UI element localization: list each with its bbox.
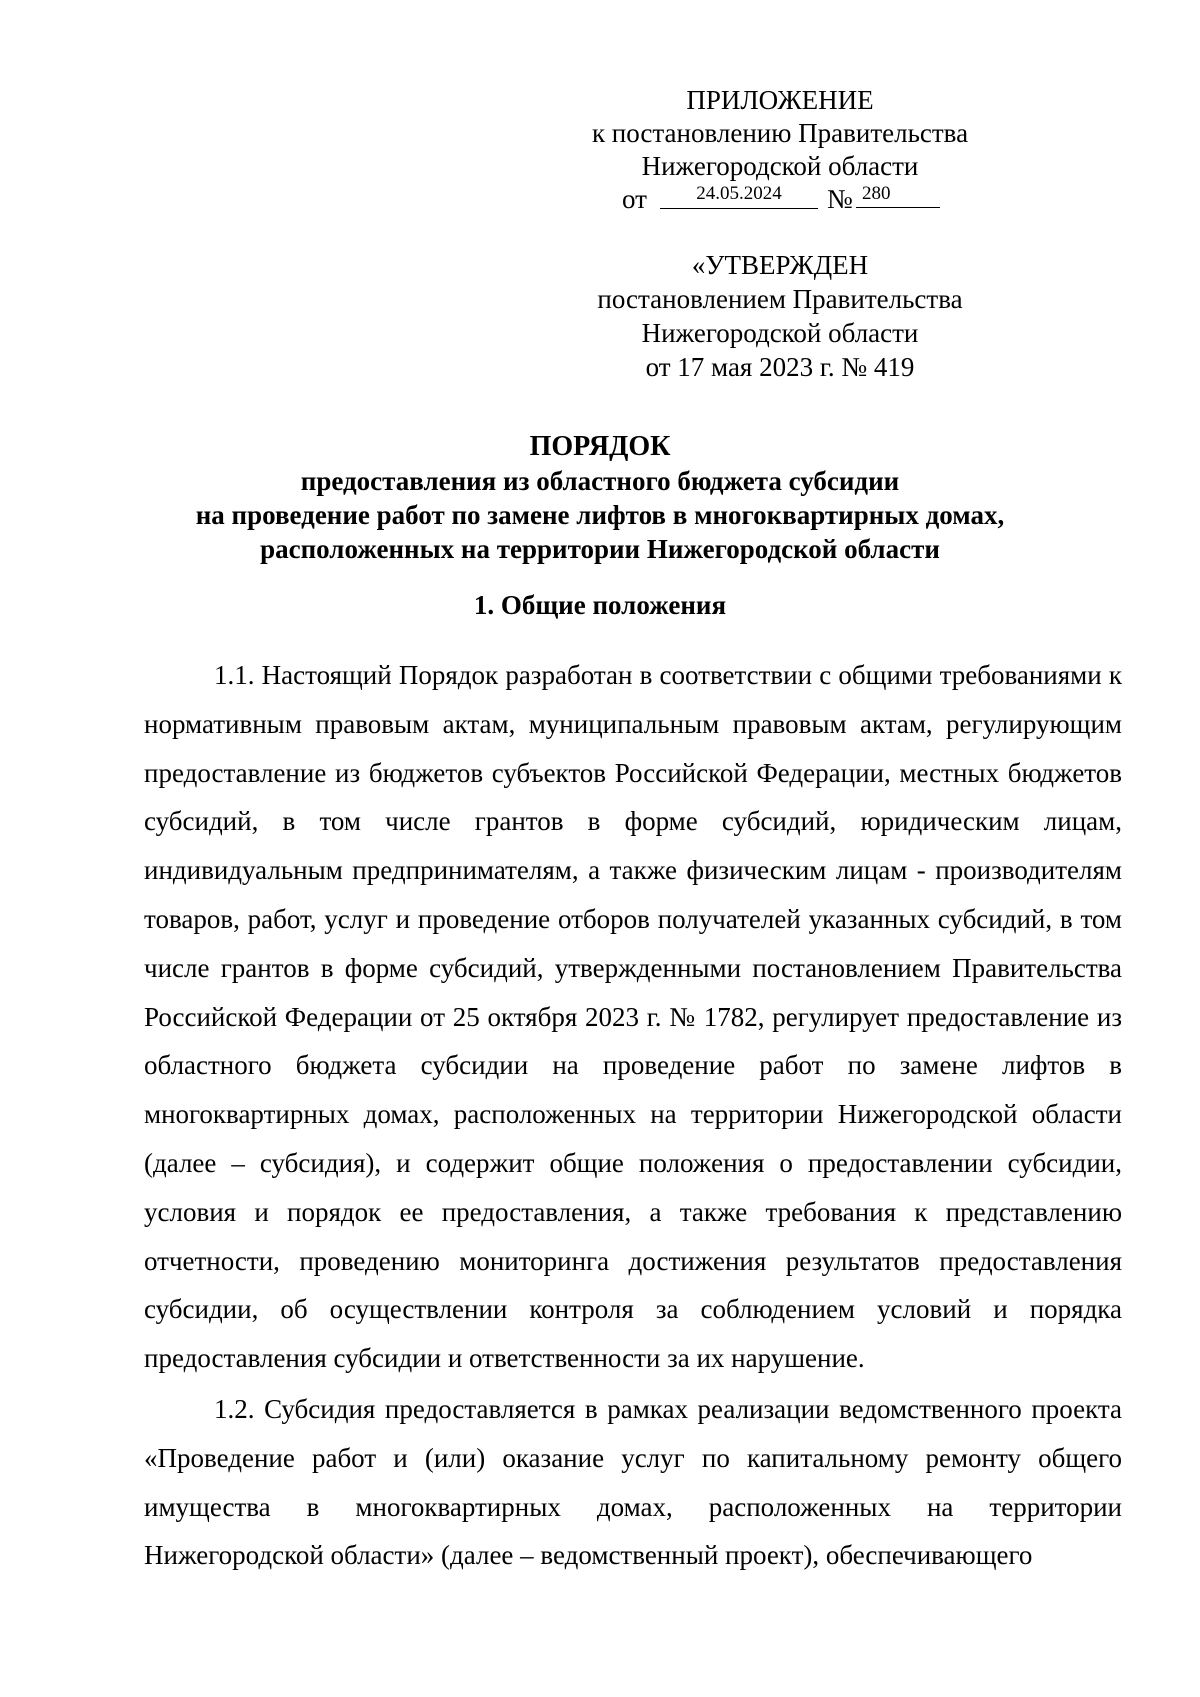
approved-line-3: от 17 мая 2023 г. № 419 (645, 352, 915, 382)
section-heading: 1. Общие положения (473, 590, 727, 620)
document-title-line-4: расположенных на территории Нижегородской области (260, 534, 940, 564)
approved-title: «УТВЕРЖДЕН (691, 250, 869, 280)
approved-line-1: постановлением Правительства (597, 284, 963, 314)
appendix-date-line (560, 183, 1000, 216)
document-title (130, 430, 1070, 566)
resolution-date: 24.05.2024 (660, 180, 818, 209)
document-title-line-3: на проведение работ по замене лифтов в многоквартирных домах, (195, 500, 1005, 530)
resolution-number: 280 (856, 180, 940, 208)
paragraph-1-2: 1.2. Субсидия предоставляется в рамках реализации ведомственного проекта «Проведение работ и (или) оказание услуг по капитальному ремонту общего имущества в многоквартирных домах, расположенных на территории Нижегородской области» (далее – ведомственный проект), обеспечивающего (144, 1393, 1122, 1571)
paragraph-1-1: 1.1. Настоящий Порядок разработан в соответствии с общими требованиями к нормативным правовым актам, муниципальным правовым актам, регулирующим предоставление из бюджетов субъектов Российской Федерации, местных бюджетов субсидий, в том числе грантов в форме субсидий, юридическим лицам, индивидуальным предпринимателям, а также физическим лицам - производителям товаров, работ, услуг и проведение отборов получателей указанных субсидий, в том числе грантов в форме субсидий, утвержденными постановлением Правительства Российской Федерации от 25 октября 2023 г. № 1782, регулирует предоставление из областного бюджета субсидии на проведение работ по замене лифтов в многоквартирных домах, расположенных на территории Нижегородской области (далее – субсидия), и содержит общие положения о предоставлении субсидии, условия и порядок ее предоставления, а также требования к представлению отчетности, проведению мониторинга достижения результатов предоставления субсидии, об осуществлении контроля за соблюдением условий и порядка предоставления субсидии и ответственности за их нарушение. (144, 660, 1122, 1374)
body-text (144, 651, 1122, 1582)
appendix-line-1: к постановлению Правительства (591, 118, 969, 148)
from-label: от (622, 184, 647, 214)
document-title-main: ПОРЯДОК (529, 431, 671, 462)
appendix-title: ПРИЛОЖЕНИЕ (686, 85, 874, 115)
approved-line-2: Нижегородской области (641, 318, 919, 348)
approved-block (560, 248, 1000, 384)
document-title-line-2: предоставления из областного бюджета субсидии (300, 466, 900, 496)
number-sign: № (827, 184, 853, 214)
appendix-line-2: Нижегородской области (641, 151, 919, 181)
appendix-header (560, 84, 1000, 216)
